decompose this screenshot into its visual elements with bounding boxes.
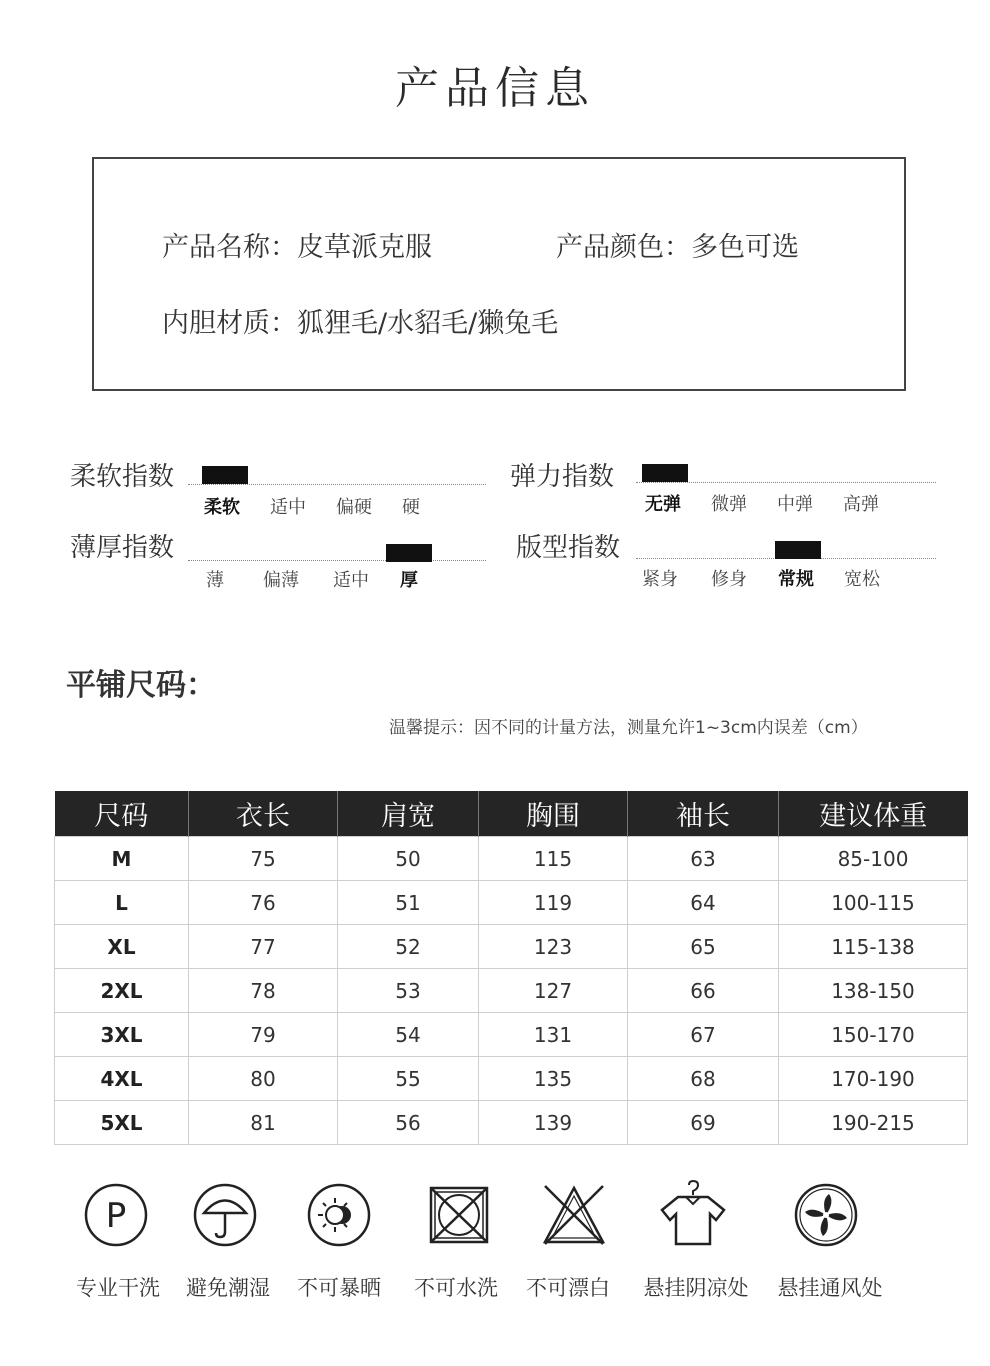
weight-cell: 190-215 <box>779 1101 968 1145</box>
page-title: 产品信息 <box>395 63 595 114</box>
size-cell: 4XL <box>55 1057 189 1101</box>
size-cell: 5XL <box>55 1101 189 1145</box>
thickness-label: 薄厚指数 <box>70 533 175 563</box>
weight-cell: 85-100 <box>779 837 968 881</box>
care-label: 悬挂阴凉处 <box>643 1276 749 1300</box>
fit-option: 紧身 <box>642 569 678 590</box>
chest-cell: 139 <box>479 1101 628 1145</box>
chest-cell: 119 <box>479 881 628 925</box>
softness-marker <box>202 466 248 484</box>
lining-material: 内胆材质：狐狸毛/水貂毛/獭兔毛 <box>162 308 559 339</box>
thickness-line <box>188 560 486 561</box>
softness-option: 硬 <box>402 497 420 518</box>
product-color: 产品颜色：多色可选 <box>556 232 799 263</box>
size-table <box>54 791 968 1145</box>
table-row <box>55 837 968 881</box>
column-header: 衣长 <box>189 791 338 837</box>
shoulder-cell: 51 <box>338 881 479 925</box>
shoulder-cell: 55 <box>338 1057 479 1101</box>
elasticity-marker <box>642 464 688 482</box>
dry-clean-glyph: P <box>105 1196 127 1236</box>
table-row <box>55 1101 968 1145</box>
care-label: 避免潮湿 <box>186 1276 270 1300</box>
measurement-tip: 温馨提示：因不同的计量方法，测量允许1~3cm内误差（cm） <box>389 718 868 738</box>
size-section-title: 平铺尺码： <box>66 668 216 703</box>
softness-label: 柔软指数 <box>70 462 175 492</box>
weight-cell: 100-115 <box>779 881 968 925</box>
professional-dry-clean-icon <box>61 1180 171 1250</box>
table-row <box>55 969 968 1013</box>
product-name: 产品名称：皮草派克服 <box>162 232 432 263</box>
size-cell: 3XL <box>55 1013 189 1057</box>
no-sun-icon <box>284 1180 394 1250</box>
sleeve-cell: 67 <box>628 1013 779 1057</box>
shoulder-cell: 52 <box>338 925 479 969</box>
weight-cell: 170-190 <box>779 1057 968 1101</box>
thickness-option: 偏薄 <box>263 570 299 591</box>
shoulder-cell: 56 <box>338 1101 479 1145</box>
length-cell: 79 <box>189 1013 338 1057</box>
thickness-marker <box>386 544 432 562</box>
elasticity-option: 中弹 <box>777 494 813 515</box>
table-header-row <box>55 791 968 837</box>
elasticity-line <box>636 482 936 483</box>
fit-option: 常规 <box>778 569 814 590</box>
column-header: 建议体重 <box>779 791 968 837</box>
fit-option: 宽松 <box>844 569 880 590</box>
thickness-option: 适中 <box>333 570 369 591</box>
softness-option: 适中 <box>270 497 306 518</box>
sleeve-cell: 69 <box>628 1101 779 1145</box>
sleeve-cell: 63 <box>628 837 779 881</box>
softness-option: 柔软 <box>204 497 240 518</box>
length-cell: 78 <box>189 969 338 1013</box>
length-cell: 77 <box>189 925 338 969</box>
length-cell: 75 <box>189 837 338 881</box>
fit-label: 版型指数 <box>516 533 621 563</box>
care-label: 专业干洗 <box>76 1276 160 1300</box>
shoulder-cell: 53 <box>338 969 479 1013</box>
chest-cell: 123 <box>479 925 628 969</box>
fit-option: 修身 <box>711 569 747 590</box>
softness-option: 偏硬 <box>336 497 372 518</box>
care-label: 悬挂通风处 <box>777 1276 883 1300</box>
elasticity-option: 微弹 <box>711 494 747 515</box>
weight-cell: 138-150 <box>779 969 968 1013</box>
length-cell: 80 <box>189 1057 338 1101</box>
length-cell: 76 <box>189 881 338 925</box>
column-header: 袖长 <box>628 791 779 837</box>
column-header: 肩宽 <box>338 791 479 837</box>
size-cell: XL <box>55 925 189 969</box>
table-row <box>55 925 968 969</box>
column-header: 尺码 <box>55 791 189 837</box>
thickness-option: 薄 <box>206 570 224 591</box>
table-row <box>55 1013 968 1057</box>
product-info-box <box>92 157 906 391</box>
size-cell: M <box>55 837 189 881</box>
chest-cell: 135 <box>479 1057 628 1101</box>
care-label: 不可暴晒 <box>297 1276 381 1300</box>
elasticity-label: 弹力指数 <box>510 462 615 492</box>
chest-cell: 131 <box>479 1013 628 1057</box>
ventilation-icon <box>771 1180 881 1250</box>
sleeve-cell: 66 <box>628 969 779 1013</box>
weight-cell: 150-170 <box>779 1013 968 1057</box>
hang-dry-shade-icon <box>638 1180 748 1250</box>
column-header: 胸围 <box>479 791 628 837</box>
no-water-wash-icon <box>404 1180 514 1250</box>
table-row <box>55 1057 968 1101</box>
umbrella-icon <box>170 1180 280 1250</box>
chest-cell: 115 <box>479 837 628 881</box>
shoulder-cell: 54 <box>338 1013 479 1057</box>
table-row <box>55 881 968 925</box>
elasticity-option: 无弹 <box>645 494 681 515</box>
fit-marker <box>775 541 821 559</box>
elasticity-option: 高弹 <box>843 494 879 515</box>
care-label: 不可漂白 <box>526 1276 610 1300</box>
sleeve-cell: 65 <box>628 925 779 969</box>
shoulder-cell: 50 <box>338 837 479 881</box>
chest-cell: 127 <box>479 969 628 1013</box>
size-cell: L <box>55 881 189 925</box>
weight-cell: 115-138 <box>779 925 968 969</box>
sleeve-cell: 68 <box>628 1057 779 1101</box>
softness-line <box>188 484 486 485</box>
size-cell: 2XL <box>55 969 189 1013</box>
care-label: 不可水洗 <box>414 1276 498 1300</box>
sleeve-cell: 64 <box>628 881 779 925</box>
length-cell: 81 <box>189 1101 338 1145</box>
thickness-option: 厚 <box>400 570 418 591</box>
no-bleach-icon <box>519 1180 629 1250</box>
